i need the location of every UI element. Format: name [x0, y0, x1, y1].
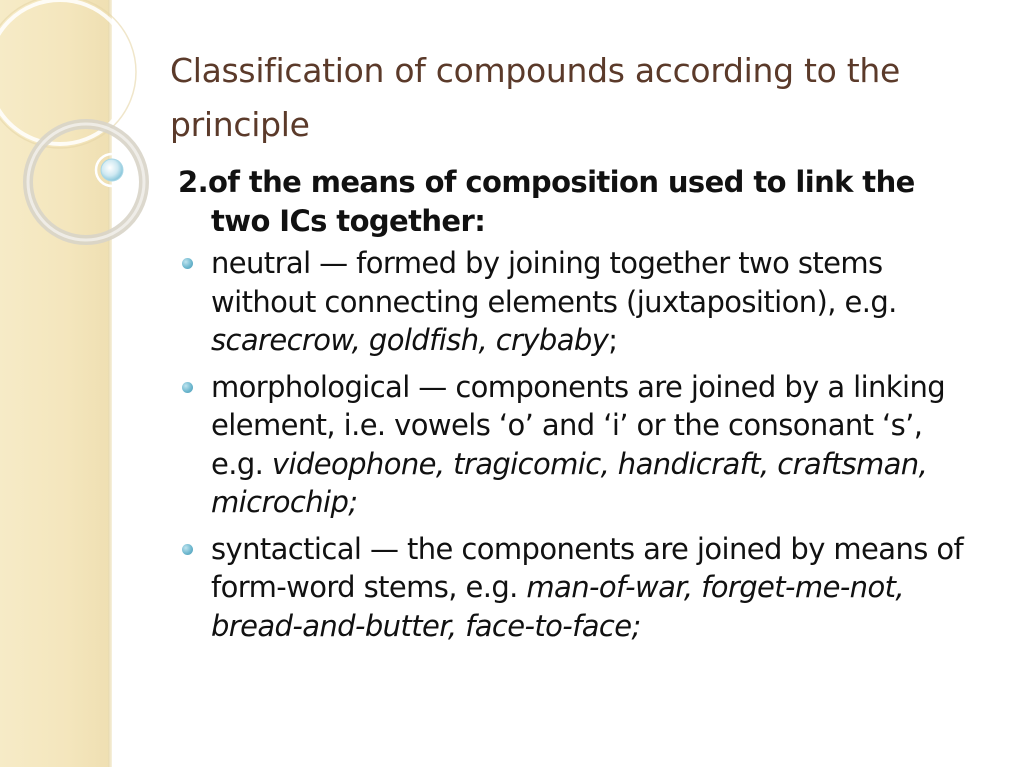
slide-body [178, 163, 978, 653]
ring-decoration [0, 0, 180, 320]
middle-ring-highlight [28, 124, 144, 240]
bullet-item-syntactical [178, 530, 978, 646]
bullet-examples: videophone, tragicomic, handicraft, craftsman, microchip; [211, 446, 928, 519]
bullet-item-neutral [178, 244, 978, 360]
bullet-text: neutral — formed by joining together two stems without connecting elements (juxtaposition), e.g. [211, 246, 897, 319]
bullet-text: syntactical — the components are joined by means of form-word stems, e.g. [211, 531, 964, 604]
bullet-list [178, 244, 978, 645]
bullet-end: ; [608, 323, 618, 357]
lead-heading: 2.of the means of composition used to link the two ICs together: [178, 165, 915, 238]
bullet-examples: scarecrow, goldfish, crybaby [211, 323, 609, 357]
blue-dot [101, 159, 123, 181]
bullet-text: morphological — components are joined by a linking element, i.e. vowels ‘o’ and ‘i’ or the consonant ‘s’, e.g. [211, 369, 946, 481]
bullet-dot-icon [182, 544, 193, 555]
bullet-item-morphological [178, 368, 978, 522]
bullet-dot-icon [182, 258, 193, 269]
bullet-examples: man-of-war, forget-me-not, bread-and-butter, face-to-face; [211, 570, 904, 643]
slide-title: Classification of compounds according to the principle [170, 51, 900, 144]
bullet-dot-icon [182, 382, 193, 393]
